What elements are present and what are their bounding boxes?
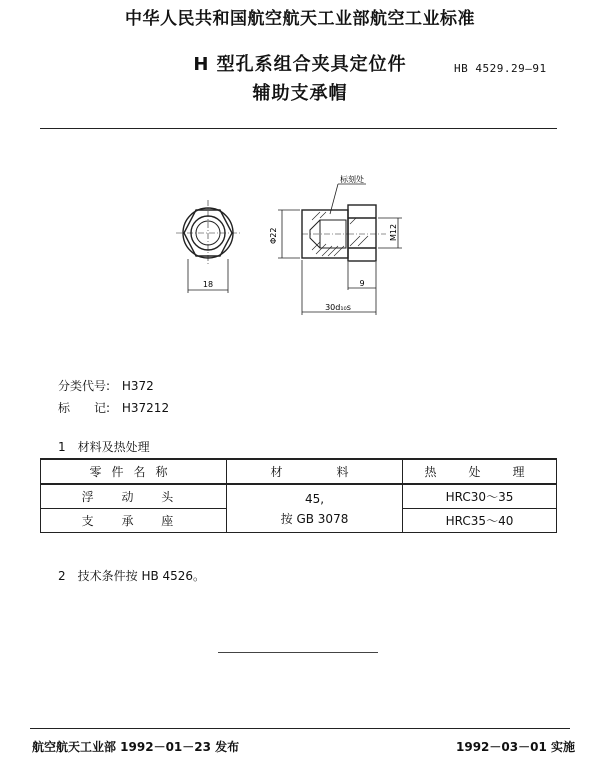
- table-header-row: [41, 459, 557, 484]
- classification-label: 分类代号:: [58, 379, 111, 393]
- standard-number: HB 4529.29—91: [454, 62, 547, 75]
- material-line1: 45,: [304, 491, 325, 506]
- side-view: [302, 205, 386, 261]
- classification-row: [58, 377, 154, 394]
- header-divider: [40, 128, 557, 129]
- material-cell: [227, 484, 403, 533]
- issue-date: 航空航天工业部 1992－01－23 发布: [32, 740, 240, 754]
- header-heat-treatment: 热 处 理: [403, 459, 557, 484]
- header-part-name: 零件名称: [41, 459, 227, 484]
- dim-m12-text: M12: [389, 223, 398, 241]
- section-1-heading: 1 材料及热处理: [58, 440, 150, 454]
- front-view: [176, 200, 240, 266]
- heat-treatment-cell: HRC35～40: [403, 509, 557, 533]
- document-title-line2: 辅助支承帽: [252, 83, 348, 104]
- dim-phi22-text: Φ22: [269, 227, 278, 244]
- dim-9-line: [348, 262, 376, 315]
- materials-table: [40, 458, 557, 533]
- footer-divider: [30, 728, 570, 729]
- classification-value: H372: [121, 379, 154, 393]
- part-name-cell: 浮 动 头: [41, 484, 227, 509]
- section-2-text: 2 技术条件按 HB 4526。: [58, 569, 206, 583]
- document-title-line1: H 型孔系组合夹具定位件: [193, 54, 407, 75]
- organization-header: 中华人民共和国航空航天工业部航空工业标准: [125, 9, 475, 29]
- end-divider: [218, 652, 378, 653]
- technical-drawing: [170, 160, 430, 335]
- dim-9-text: 9: [359, 279, 365, 288]
- header-material: 材 料: [227, 459, 403, 484]
- dim-18-text: 18: [202, 280, 214, 289]
- part-name-cell: 支 承 座: [41, 509, 227, 533]
- dim-phi22-line: [278, 210, 300, 258]
- marking-value: H37212: [121, 401, 170, 415]
- marking-label: 标 记:: [58, 401, 111, 415]
- effective-date: 1992－03－01 实施: [456, 740, 575, 754]
- mark-location-label: 标刻处: [340, 175, 364, 184]
- material-line2: 按 GB 3078: [280, 511, 349, 526]
- table-row: [41, 484, 557, 509]
- heat-treatment-cell: HRC30～35: [403, 484, 557, 509]
- dim-30-text: 30d₁₀s: [325, 303, 351, 312]
- marking-row: [58, 399, 169, 416]
